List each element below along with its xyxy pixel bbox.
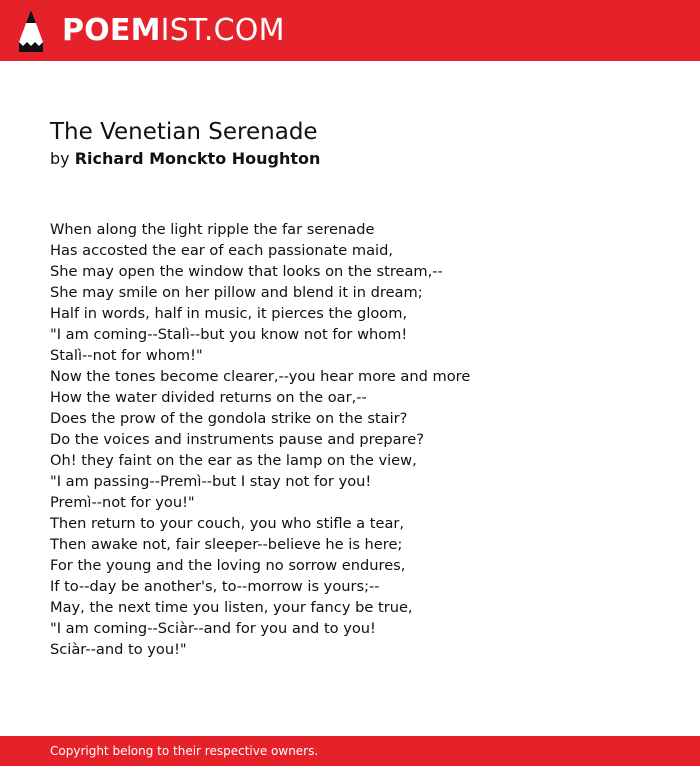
pencil-tip-icon[interactable] xyxy=(19,10,43,52)
poem-line: Oh! they faint on the ear as the lamp on the view, xyxy=(50,452,417,469)
site-header xyxy=(0,0,700,61)
poem-title: The Venetian Serenade xyxy=(50,119,318,145)
logo-light-text: IST.COM xyxy=(160,13,285,48)
poem-line: Do the voices and instruments pause and prepare? xyxy=(50,431,424,448)
poem-line: "I am coming--Stalì--but you know not for whom! xyxy=(50,326,408,343)
poem-line: Half in words, half in music, it pierces the gloom, xyxy=(50,305,408,322)
poem-line: Then awake not, fair sleeper--believe he is here; xyxy=(50,536,403,553)
poem-line: Has accosted the ear of each passionate maid, xyxy=(50,242,394,259)
poem-author: Richard Monckto Houghton xyxy=(74,149,321,168)
site-logo[interactable] xyxy=(62,13,285,49)
poem-byline xyxy=(50,149,320,169)
poem-body xyxy=(50,219,470,660)
poem-line: Premì--not for you!" xyxy=(50,494,195,511)
poem-line: "I am passing--Premì--but I stay not for you! xyxy=(50,473,372,490)
poem-line: Stalì--not for whom!" xyxy=(50,347,203,364)
poem-line: When along the light ripple the far serenade xyxy=(50,221,375,238)
poem-line: For the young and the loving no sorrow endures, xyxy=(50,557,406,574)
poem-line: Then return to your couch, you who stifle a tear, xyxy=(50,515,405,532)
poem-line: Does the prow of the gondola strike on the stair? xyxy=(50,410,408,427)
poem-line: She may open the window that looks on the stream,-- xyxy=(50,263,443,280)
poem-line: Now the tones become clearer,--you hear more and more xyxy=(50,368,471,385)
copyright-text: Copyright belong to their respective owners. xyxy=(50,744,319,758)
poem-line: If to--day be another's, to--morrow is yours;-- xyxy=(50,578,380,595)
poem-line: She may smile on her pillow and blend it in dream; xyxy=(50,284,423,301)
poem-line: Sciàr--and to you!" xyxy=(50,641,187,658)
poem-line: May, the next time you listen, your fancy be true, xyxy=(50,599,413,616)
by-label: by xyxy=(50,149,70,168)
poem-line: "I am coming--Sciàr--and for you and to you! xyxy=(50,620,376,637)
logo-bold-text: POEM xyxy=(62,13,161,48)
poem-line: How the water divided returns on the oar,-- xyxy=(50,389,367,406)
site-footer xyxy=(0,736,700,766)
